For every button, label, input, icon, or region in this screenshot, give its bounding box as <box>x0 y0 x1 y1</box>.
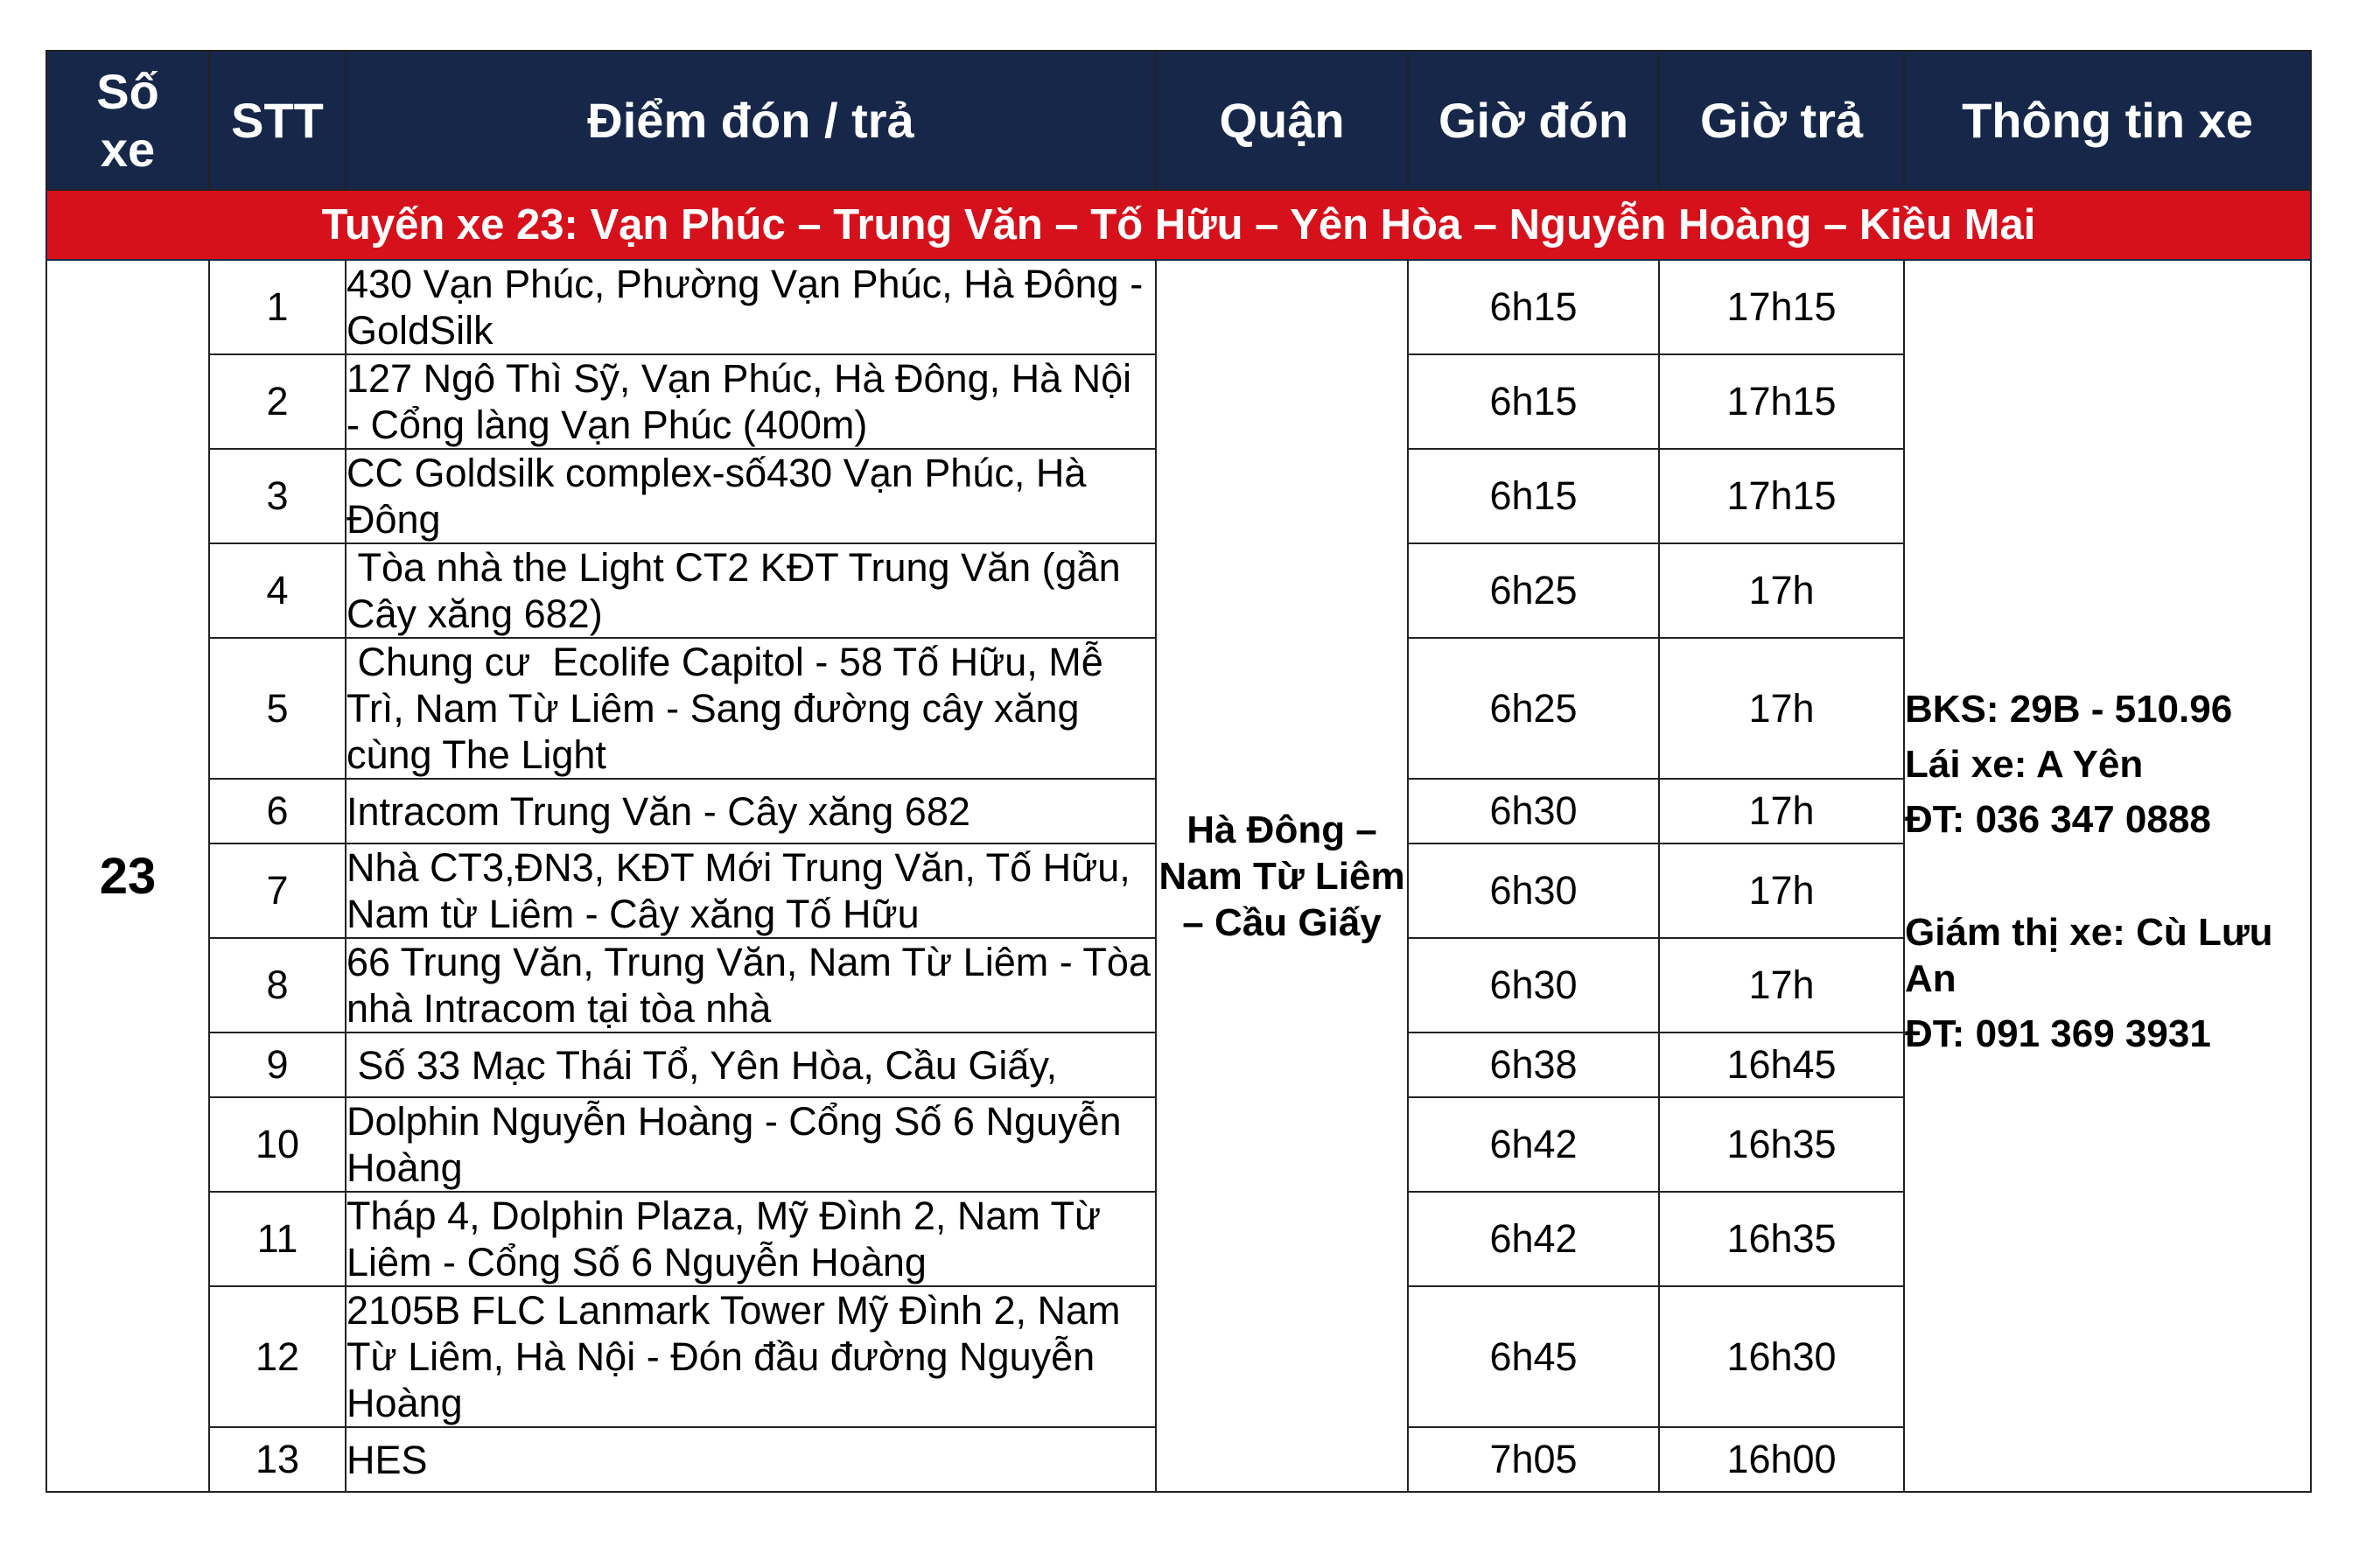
header-row <box>46 51 2311 190</box>
bus-schedule-table <box>46 50 2312 1493</box>
stop-stt: 12 <box>209 1286 346 1427</box>
header-stt: STT <box>209 51 346 190</box>
dropoff-time: 16h35 <box>1659 1192 1904 1286</box>
stop-address: 66 Trung Văn, Trung Văn, Nam Từ Liêm - Tòa nhà Intracom tại tòa nhà <box>346 940 1162 1031</box>
stop-address: 2105B FLC Lanmark Tower Mỹ Đình 2, Nam Từ Liêm, Hà Nội - Đón đầu đường Nguyễn Hoàng <box>346 1286 1156 1427</box>
dropoff-time: 16h00 <box>1659 1427 1904 1492</box>
supervisor-phone: ĐT: 091 369 3931 <box>1905 1012 2211 1055</box>
stop-stt: 4 <box>209 543 346 638</box>
dropoff-time: 16h30 <box>1659 1286 1904 1427</box>
header-address: Điểm đón / trả <box>346 51 1156 190</box>
dropoff-time: 17h <box>1659 938 1904 1032</box>
route-title: Tuyến xe 23: Vạn Phúc – Trung Văn – Tố Hữu – Yên Hòa – Nguyễn Hoàng – Kiều Mai <box>46 190 2311 260</box>
stop-stt: 11 <box>209 1192 346 1286</box>
dropoff-time: 17h <box>1659 779 1904 844</box>
stop-address: HES <box>346 1427 1156 1492</box>
stop-stt: 13 <box>209 1427 346 1492</box>
pickup-time: 6h42 <box>1408 1192 1659 1286</box>
stop-address: CC Goldsilk complex-số430 Vạn Phúc, Hà Đông <box>346 449 1156 543</box>
stop-address: Tòa nhà the Light CT2 KĐT Trung Văn (gần Cây xăng 682) <box>346 543 1156 638</box>
vehicle-plate: BKS: 29B - 510.96 <box>1905 688 2233 731</box>
stop-stt: 3 <box>209 449 346 543</box>
table-row <box>46 260 2311 354</box>
driver-phone: ĐT: 036 347 0888 <box>1905 798 2211 841</box>
district: Hà Đông – Nam Từ Liêm – Cầu Giấy <box>1156 260 1408 1492</box>
dropoff-time: 17h15 <box>1659 260 1904 354</box>
dropoff-time: 16h45 <box>1659 1032 1904 1097</box>
dropoff-time: 17h <box>1659 638 1904 779</box>
header-pickup-time: Giờ đón <box>1408 51 1659 190</box>
pickup-time: 6h15 <box>1408 354 1659 449</box>
stop-stt: 2 <box>209 354 346 449</box>
stop-stt: 1 <box>209 260 346 354</box>
pickup-time: 6h30 <box>1408 779 1659 844</box>
stop-address: Số 33 Mạc Thái Tổ, Yên Hòa, Cầu Giấy, <box>346 1032 1156 1097</box>
stop-address: Dolphin Nguyễn Hoàng - Cổng Số 6 Nguyễn Hoàng <box>346 1097 1156 1192</box>
stop-address: Nhà CT3,ĐN3, KĐT Mới Trung Văn, Tố Hữu, Nam từ Liêm - Cây xăng Tố Hữu <box>346 844 1156 938</box>
dropoff-time: 17h <box>1659 844 1904 938</box>
header-district: Quận <box>1156 51 1408 190</box>
stop-stt: 6 <box>209 779 346 844</box>
stop-address: Chung cư Ecolife Capitol - 58 Tố Hữu, Mễ Trì, Nam Từ Liêm - Sang đường cây xăng cùng The Light <box>346 638 1156 779</box>
stop-stt: 7 <box>209 844 346 938</box>
header-bus-number-line1: Số <box>96 63 159 119</box>
pickup-time: 6h45 <box>1408 1286 1659 1427</box>
pickup-time: 6h15 <box>1408 260 1659 354</box>
dropoff-time: 17h <box>1659 543 1904 638</box>
gap <box>1905 851 2310 900</box>
supervisor-name: Giám thị xe: Cù Lưu An <box>1905 911 2273 1000</box>
pickup-time: 6h25 <box>1408 638 1659 779</box>
stop-address: Intracom Trung Văn - Cây xăng 682 <box>346 779 1156 844</box>
route-title-row <box>46 190 2311 260</box>
header-vehicle-info: Thông tin xe <box>1904 51 2311 190</box>
pickup-time: 6h15 <box>1408 449 1659 543</box>
pickup-time: 6h38 <box>1408 1032 1659 1097</box>
pickup-time: 7h05 <box>1408 1427 1659 1492</box>
header-bus-number <box>46 51 209 190</box>
pickup-time: 6h30 <box>1408 938 1659 1032</box>
header-dropoff-time: Giờ trả <box>1659 51 1904 190</box>
bus-number: 23 <box>46 260 209 1492</box>
driver-name: Lái xe: A Yên <box>1905 743 2144 786</box>
pickup-time: 6h30 <box>1408 844 1659 938</box>
pickup-time: 6h25 <box>1408 543 1659 638</box>
dropoff-time: 17h15 <box>1659 354 1904 449</box>
stop-address: 430 Vạn Phúc, Phường Vạn Phúc, Hà Đông - GoldSilk <box>346 260 1156 354</box>
header-bus-number-line2: xe <box>100 121 156 177</box>
stop-stt: 9 <box>209 1032 346 1097</box>
dropoff-time: 16h35 <box>1659 1097 1904 1192</box>
pickup-time: 6h42 <box>1408 1097 1659 1192</box>
stop-address: Tháp 4, Dolphin Plaza, Mỹ Đình 2, Nam Từ Liêm - Cổng Số 6 Nguyễn Hoàng <box>346 1192 1156 1286</box>
stop-stt: 8 <box>209 938 346 1032</box>
stop-address: 127 Ngô Thì Sỹ, Vạn Phúc, Hà Đông, Hà Nội - Cổng làng Vạn Phúc (400m) <box>346 354 1156 449</box>
stop-stt: 10 <box>209 1097 346 1192</box>
dropoff-time: 17h15 <box>1659 449 1904 543</box>
vehicle-info <box>1904 260 2311 1492</box>
stop-stt: 5 <box>209 638 346 779</box>
